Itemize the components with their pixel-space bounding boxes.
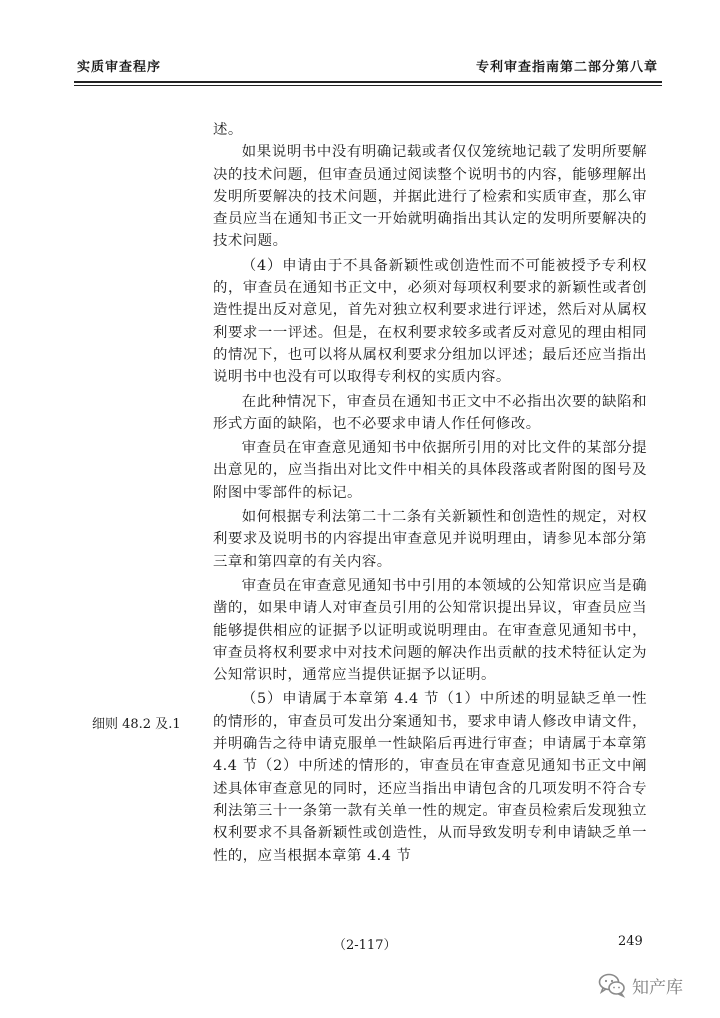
watermark-text: 知产库	[632, 977, 683, 998]
paragraph-continuation: 述。	[213, 122, 243, 138]
paragraph-technical-problem: 如果说明书中没有明确记载或者仅仅笼统地记载了发明所要解决的技术问题，但审查员通过阅读整个说明书的内容，能够理解出发明所要解决的技术问题，并据此进行了检索和实质审查，那么审查员应当在通知书正文一开始就明确指出其认定的发明所要解决的技术问题。	[213, 144, 647, 250]
header-rule-thick	[74, 81, 662, 83]
paragraph-item-5: （5）申请属于本章第 4.4 节（1）中所述的明显缺乏单一性的情形的，审查员可发出分案通知书，要求申请人修改申请文件，并明确告之待申请克服单一性缺陷后再进行审查；申请属于本章第 4.4 节（2）中所述的情形的，审查员在审查意见通知书正文中阐述具体审查意见的同时，还应当指出申请包含的几项发明不符合专利法第三十一条第一款有关单一性的规定。审查员检索后发现独立权利要求不具备新颖性或创造性，从而导致发明专利申请缺乏单一性的，应当根据本章第 4.4 节	[213, 691, 647, 864]
watermark	[598, 972, 683, 998]
paragraph-common-knowledge: 审查员在审查意见通知书中引用的本领域的公知常识应当是确凿的，如果申请人对审查员引用的公知常识提出异议，审查员应当能够提供相应的证据予以证明或说明理由。在审查意见通知书中，审查员将权利要求中对技术问题的解决作出贡献的技术特征认定为公知常识时，通常应当提供证据予以证明。	[213, 577, 647, 684]
paragraph-novelty-reference: 如何根据专利法第二十二条有关新颖性和创造性的规定，对权利要求及说明书的内容提出审查意见并说明理由，请参见本部分第三章和第四章的有关内容。	[213, 509, 647, 570]
running-header-left: 实质审查程序	[77, 60, 162, 75]
paragraph-item-4: （4）申请由于不具备新颖性或创造性而不可能被授予专利权的，审查员在通知书正文中，必须对每项权利要求的新颖性或者创造性提出反对意见，首先对独立权利要求进行评述，然后对从属权利要求一一评述。但是，在权利要求较多或者反对意见的理由相同的情况下，也可以将从属权利要求分组加以评述；最后还应当指出说明书中也没有可以取得专利权的实质内容。	[213, 257, 647, 386]
footer-section-code: （2-117）	[333, 938, 397, 953]
paragraph-reference-documents: 审查员在审查意见通知书中依据所引用的对比文件的某部分提出意见的，应当指出对比文件中相关的具体段落或者附图的图号及附图中零部件的标记。	[213, 440, 647, 501]
header-rule-thin	[74, 85, 662, 86]
body-text	[213, 119, 647, 867]
wechat-icon	[598, 972, 626, 998]
footer-page-number: 249	[618, 934, 643, 949]
paragraph-minor-defects: 在此种情况下，审查员在通知书正文中不必指出次要的缺陷和形式方面的缺陷，也不必要求申请人作任何修改。	[213, 393, 647, 432]
running-header-right: 专利审查指南第二部分第八章	[475, 60, 658, 75]
margin-note-rule-reference: 细则 48.2 及.1	[92, 717, 181, 732]
